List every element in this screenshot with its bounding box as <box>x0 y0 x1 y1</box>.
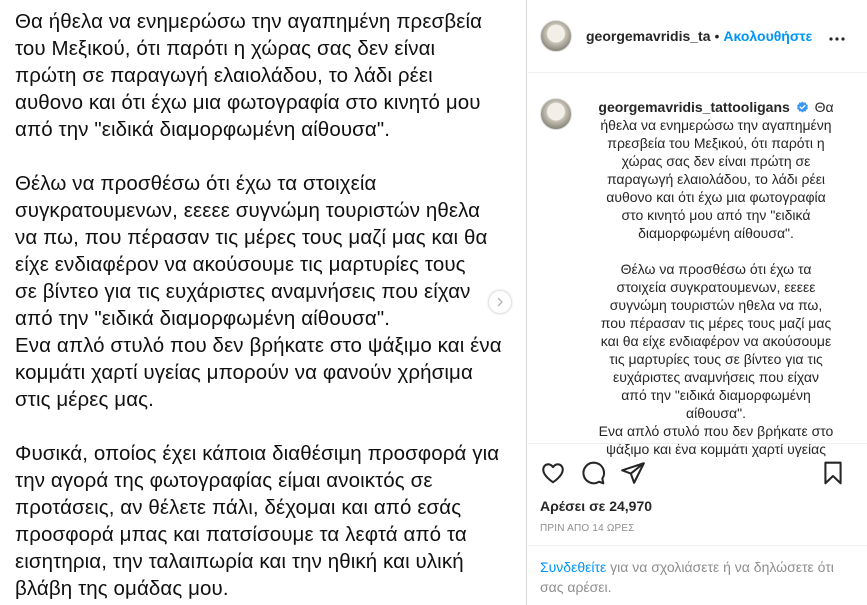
next-image-button[interactable] <box>488 290 512 314</box>
caption-area <box>528 74 867 457</box>
caption-username[interactable]: georgemavridis_tattooligans <box>598 99 790 115</box>
caption-body <box>586 98 846 458</box>
post-text-paragraph: Θέλω να προσθέσω ότι έχω τα στοιχεία συγκρατουμενων, εεεεε συγνώμη τουριστών ηθελα να πω, που πέρασαν τις μέρες τους μαζί μας και θα είχε ενδιαφέρον να ακούσουμε τις μαρτυρίες τους σε βίντεο για τις ευχάριστες αναμνήσεις που είχαν από την "ειδικά διαμορφωμένη αίθουσα". Ενα απλό στυλό που δεν βρήκατε στο ψάξιμο και ένα κομμάτι χαρτί υγείας μπορούν να φανούν χρήσιμα στις μέρες μας. <box>15 172 502 411</box>
separator-dot: • <box>714 28 720 44</box>
verified-badge-icon <box>796 101 809 114</box>
chevron-right-icon <box>495 297 505 307</box>
post-text-paragraph: Θα ήθελα να ενημερώσω την αγαπημένη πρεσβεία του Μεξικού, ότι παρότι η χώρας σας δεν είναι πρώτη σε παραγωγή ελαιολάδου, το λάδι ρέει αυθονο και ότι έχω μια φωτογραφία στο κινητό μου από την "ειδικά διαμορφωμένη αίθουσα". <box>15 10 483 141</box>
avatar[interactable] <box>540 98 572 130</box>
more-options-button[interactable] <box>829 28 845 46</box>
header-username[interactable]: georgemavridis_ta <box>586 28 711 44</box>
more-options-icon <box>829 37 845 41</box>
share-button[interactable] <box>620 460 646 491</box>
caption <box>540 98 851 458</box>
save-button[interactable] <box>820 460 846 491</box>
divider <box>528 443 867 444</box>
post-header <box>528 0 867 73</box>
login-prompt <box>540 557 850 597</box>
likes-count[interactable]: Αρέσει σε 24,970 <box>540 498 653 514</box>
post-image-text <box>15 8 515 602</box>
avatar[interactable] <box>540 20 572 52</box>
heart-icon <box>540 460 566 486</box>
caption-paragraph: ήθελα να ενημερώσω την αγαπημένη πρεσβεία του Μεξικού, ότι παρότι η χώρας σας δεν είναι πρώτη σε παραγωγή ελαιολάδου, το λάδι ρέει αυθονο και ότι έχω μια φωτογραφία στο κινητό μου από την "ειδικά διαμορφωμένη αίθουσα". <box>600 117 832 241</box>
paper-plane-icon <box>620 460 646 486</box>
action-bar <box>540 460 855 492</box>
comment-button[interactable] <box>580 460 606 491</box>
post-timestamp[interactable]: ΠΡΙΝ ΑΠΟ 14 ΩΡΕΣ <box>540 523 635 534</box>
caption-paragraph: Θέλω να προσθέσω ότι έχω τα στοιχεία συγκρατουμενων, εεεεε συγνώμη τουριστών ηθελα να πω, που πέρασαν τις μέρες τους μαζί μας και θα είχε ενδιαφέρον να ακούσουμε τις μαρτυρίες τους σε βίντεο για τις ευχάριστες αναμνήσεις που είχαν από την "ειδικά διαμορφωμένη αίθουσα". Ενα απλό στυλό που δεν βρήκατε στο ψάξιμο και ένα κομμάτι χαρτί υγείας <box>598 261 834 457</box>
post-sidebar <box>528 0 867 605</box>
like-button[interactable] <box>540 460 566 491</box>
login-prompt-text: για να σχολιάσετε ή να δηλώσετε ότι σας αρέσει. <box>540 559 834 595</box>
post-text-paragraph: Φυσικά, οποίος έχει κάποια διαθέσιμη προσφορά για την αγορά της φωτογραφίας είμαι ανοικτός σε προτάσεις, αν θέλετε πάλι, δέχομαι και από εσάς προσφορά μπας και πατσίσουμε τα λεφτά από τα εισητηρια, την ταλαιπωρία και την ηθική και υλική βλάβη της ομάδας μου. <box>15 442 500 600</box>
bookmark-icon <box>820 460 846 486</box>
comment-icon <box>580 460 606 486</box>
divider <box>528 545 867 546</box>
caption-first-word: Θα <box>814 99 834 115</box>
follow-button[interactable]: Ακολουθήστε <box>723 28 813 44</box>
login-link[interactable]: Συνδεθείτε <box>540 559 607 575</box>
